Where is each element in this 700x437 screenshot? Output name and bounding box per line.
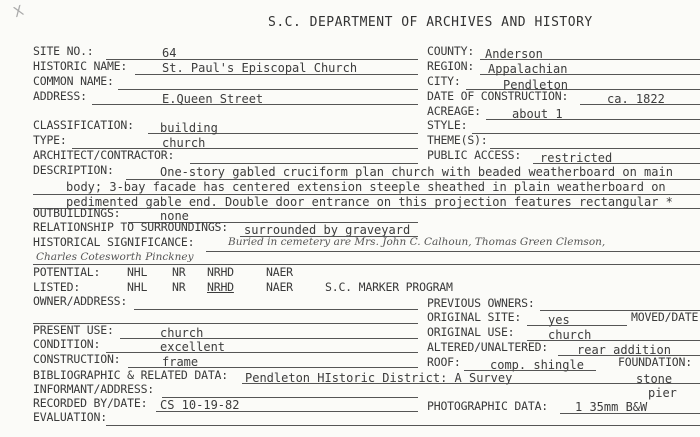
type-label: TYPE: <box>33 133 67 147</box>
date-construction-label: DATE OF CONSTRUCTION: <box>427 89 569 103</box>
roof-value: comp. shingle <box>490 358 584 372</box>
altered-label: ALTERED/UNALTERED: <box>427 340 549 354</box>
style-label: STYLE: <box>427 118 468 132</box>
original-use-label: ORIGINAL USE: <box>427 325 515 339</box>
recorded-value: CS 10-19-82 <box>160 398 240 412</box>
original-site-label: ORIGINAL SITE: <box>427 310 522 324</box>
condition-value: excellent <box>160 340 226 354</box>
foundation-label: FOUNDATION: <box>618 355 692 369</box>
type-value: church <box>162 136 206 150</box>
acreage-value: about 1 <box>512 107 563 121</box>
marker-program: S.C. MARKER PROGRAM <box>325 280 453 294</box>
page-title: S.C. DEPARTMENT OF ARCHIVES AND HISTORY <box>268 15 593 30</box>
roof-label: ROOF: <box>427 355 461 369</box>
architect-label: ARCHITECT/CONTRACTOR: <box>33 148 175 162</box>
evaluation-label: EVALUATION: <box>33 410 107 424</box>
listed-nr: NR <box>172 280 186 294</box>
owner-label: OWNER/ADDRESS: <box>33 294 128 308</box>
potential-label: POTENTIAL: <box>33 265 101 279</box>
address-label: ADDRESS: <box>33 89 87 103</box>
description-line-2: body; 3-bay facade has centered extension steeple sheathed in plain weatherboard on <box>66 180 666 194</box>
common-name-label: COMMON NAME: <box>33 74 114 88</box>
original-use-value: church <box>548 328 592 342</box>
description-label: DESCRIPTION: <box>33 163 114 177</box>
bibliographic-label: BIBLIOGRAPHIC & RELATED DATA: <box>33 368 228 382</box>
historical-significance-line-2: Charles Cotesworth Pinckney <box>36 251 194 263</box>
original-site-value: yes <box>548 313 570 327</box>
condition-label: CONDITION: <box>33 337 101 351</box>
historical-significance-label: HISTORICAL SIGNIFICANCE: <box>33 235 195 249</box>
potential-nrhd: NRHD <box>207 265 234 279</box>
present-use-label: PRESENT USE: <box>33 323 114 337</box>
city-value: Pendleton <box>503 78 569 92</box>
outbuildings-label: OUTBUILDINGS: <box>33 206 121 220</box>
construction-label: CONSTRUCTION: <box>33 352 121 366</box>
altered-value: rear addition <box>577 343 671 357</box>
relationship-label: RELATIONSHIP TO SURROUNDINGS: <box>33 220 228 234</box>
public-access-value: restricted <box>540 151 613 165</box>
description-line-3: pedimented gable end. Double door entrance on this projection features rectangular * <box>66 195 673 209</box>
classification-label: CLASSIFICATION: <box>33 118 134 132</box>
present-use-value: church <box>160 326 204 340</box>
bibliographic-value: Pendleton HIstoric District: A Survey <box>245 371 513 385</box>
listed-nhl: NHL <box>127 280 148 294</box>
recorded-label: RECORDED BY/DATE: <box>33 396 148 410</box>
site-no-value: 64 <box>162 46 177 60</box>
potential-nhl: NHL <box>127 265 148 279</box>
previous-owners-label: PREVIOUS OWNERS: <box>427 296 535 310</box>
city-label: CITY: <box>427 74 461 88</box>
foundation-value-2: pier <box>648 386 677 400</box>
listed-naer: NAER <box>266 280 293 294</box>
moved-date-label: MOVED/DATE <box>631 310 699 324</box>
construction-value: frame <box>162 355 199 369</box>
informant-label: INFORMANT/ADDRESS: <box>33 382 155 396</box>
county-value: Anderson <box>485 47 543 61</box>
historic-name-label: HISTORIC NAME: <box>33 59 128 73</box>
public-access-label: PUBLIC ACCESS: <box>427 148 522 162</box>
region-value: Appalachian <box>488 62 568 76</box>
site-no-label: SITE NO.: <box>33 44 94 58</box>
classification-value: building <box>160 121 218 135</box>
historic-name-value: St. Paul's Episcopal Church <box>162 61 358 75</box>
photographic-value: 1 35mm B&W <box>575 400 648 414</box>
description-line-1: One-story gabled cruciform plan church with beaded weatherboard on main <box>160 165 673 179</box>
outbuildings-value: none <box>160 209 189 223</box>
relationship-value: surrounded by graveyard <box>244 223 411 237</box>
listed-label: LISTED: <box>33 280 81 294</box>
address-value: E.Queen Street <box>162 92 264 106</box>
date-construction-value: ca. 1822 <box>607 92 665 106</box>
historical-significance-line-1: Buried in cemetery are Mrs. John C. Calhoun, Thomas Green Clemson, <box>228 236 606 248</box>
listed-nrhd: NRHD <box>207 280 234 294</box>
foundation-value-1: stone <box>636 372 673 386</box>
photographic-label: PHOTOGRAPHIC DATA: <box>427 399 549 413</box>
potential-nr: NR <box>172 265 186 279</box>
region-label: REGION: <box>427 59 475 73</box>
themes-label: THEME(S): <box>427 133 488 147</box>
acreage-label: ACREAGE: <box>427 104 481 118</box>
corner-mark: X <box>11 2 27 22</box>
county-label: COUNTY: <box>427 44 475 58</box>
potential-naer: NAER <box>266 265 293 279</box>
